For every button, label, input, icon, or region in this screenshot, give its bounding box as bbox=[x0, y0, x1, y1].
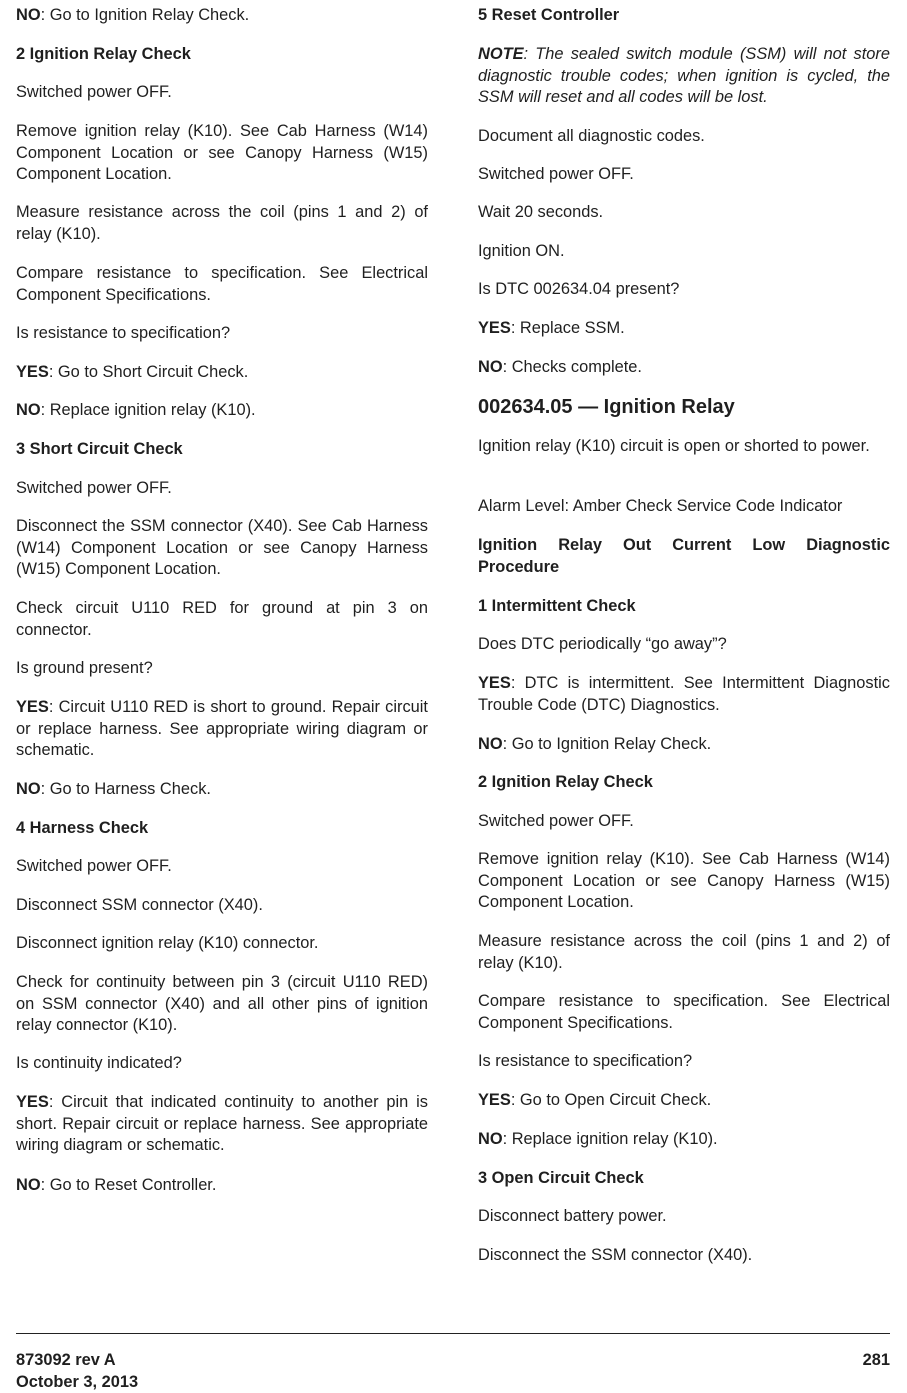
step-heading: 2 Ignition Relay Check bbox=[478, 773, 653, 791]
paragraph: Check for continuity between pin 3 (circuit U110 RED) on SSM connector (X40) and all other pins of ignition relay connector (K10). bbox=[16, 973, 428, 1035]
note: NOTE: The sealed switch module (SSM) will not store diagnostic trouble codes; when ignition is cycled, the SSM will reset and all codes will be lost. bbox=[478, 45, 890, 107]
answer-no: NO: Go to Reset Controller. bbox=[16, 1176, 217, 1194]
paragraph: Switched power OFF. bbox=[16, 857, 172, 875]
answer-yes: YES: DTC is intermittent. See Intermittent Diagnostic Trouble Code (DTC) Diagnostics. bbox=[478, 674, 890, 714]
question: Is continuity indicated? bbox=[16, 1054, 182, 1072]
paragraph: Compare resistance to specification. See Electrical Component Specifications. bbox=[16, 264, 428, 304]
question: Does DTC periodically “go away”? bbox=[478, 635, 727, 653]
step-heading: 3 Open Circuit Check bbox=[478, 1169, 644, 1187]
section-title: 002634.05 — Ignition Relay bbox=[478, 396, 735, 418]
paragraph: Switched power OFF. bbox=[478, 165, 634, 183]
step-heading: 3 Short Circuit Check bbox=[16, 440, 183, 458]
step-heading: 4 Harness Check bbox=[16, 819, 149, 837]
answer-no: NO: Go to Ignition Relay Check. bbox=[16, 6, 250, 24]
question: Is DTC 002634.04 present? bbox=[478, 280, 680, 298]
answer-no: NO: Replace ignition relay (K10). bbox=[478, 1130, 718, 1148]
footer-divider bbox=[16, 1333, 890, 1334]
answer-no: NO: Go to Ignition Relay Check. bbox=[478, 735, 712, 753]
page-number: 281 bbox=[862, 1351, 890, 1369]
answer-yes: YES: Circuit that indicated continuity to another pin is short. Repair circuit or replace harness. See appropriate wiring diagram or schematic. bbox=[16, 1093, 428, 1155]
paragraph: Switched power OFF. bbox=[16, 83, 172, 101]
paragraph: Switched power OFF. bbox=[478, 812, 634, 830]
paragraph: Measure resistance across the coil (pins 1 and 2) of relay (K10). bbox=[478, 932, 890, 972]
question: Is resistance to specification? bbox=[16, 324, 231, 342]
answer-no: NO: Checks complete. bbox=[478, 358, 642, 376]
answer-yes: YES: Go to Open Circuit Check. bbox=[478, 1091, 712, 1109]
document-date: October 3, 2013 bbox=[16, 1373, 139, 1391]
paragraph: Disconnect ignition relay (K10) connector. bbox=[16, 934, 319, 952]
paragraph: Disconnect the SSM connector (X40). bbox=[478, 1246, 753, 1264]
paragraph: Ignition relay (K10) circuit is open or shorted to power. bbox=[478, 437, 870, 455]
answer-yes: YES: Replace SSM. bbox=[478, 319, 625, 337]
answer-no: NO: Replace ignition relay (K10). bbox=[16, 401, 256, 419]
answer-yes: YES: Circuit U110 RED is short to ground. Repair circuit or replace harness. See appropriate wiring diagram or schematic. bbox=[16, 698, 428, 760]
paragraph: Ignition ON. bbox=[478, 242, 565, 260]
question: Is ground present? bbox=[16, 659, 153, 677]
step-heading: 5 Reset Controller bbox=[478, 6, 620, 24]
document-id: 873092 rev A bbox=[16, 1351, 116, 1369]
step-heading: 1 Intermittent Check bbox=[478, 597, 636, 615]
paragraph: Wait 20 seconds. bbox=[478, 203, 604, 221]
step-heading: 2 Ignition Relay Check bbox=[16, 45, 191, 63]
paragraph: Compare resistance to specification. See Electrical Component Specifications. bbox=[478, 992, 890, 1032]
paragraph: Disconnect battery power. bbox=[478, 1207, 667, 1225]
paragraph: Switched power OFF. bbox=[16, 479, 172, 497]
paragraph: Document all diagnostic codes. bbox=[478, 127, 705, 145]
paragraph: Measure resistance across the coil (pins 1 and 2) of relay (K10). bbox=[16, 203, 428, 243]
paragraph: Disconnect SSM connector (X40). bbox=[16, 896, 263, 914]
procedure-heading: Ignition Relay Out Current Low Diagnostic Procedure bbox=[478, 536, 890, 576]
paragraph: Disconnect the SSM connector (X40). See Cab Harness (W14) Component Location or see Canopy Harness (W15) Component Location. bbox=[16, 517, 428, 579]
question: Is resistance to specification? bbox=[478, 1052, 693, 1070]
paragraph: Alarm Level: Amber Check Service Code Indicator bbox=[478, 497, 843, 515]
answer-yes: YES: Go to Short Circuit Check. bbox=[16, 363, 249, 381]
paragraph: Remove ignition relay (K10). See Cab Harness (W14) Component Location or see Canopy Harness (W15) Component Location. bbox=[16, 122, 428, 184]
paragraph: Check circuit U110 RED for ground at pin 3 on connector. bbox=[16, 599, 428, 639]
answer-no: NO: Go to Harness Check. bbox=[16, 780, 211, 798]
paragraph: Remove ignition relay (K10). See Cab Harness (W14) Component Location or see Canopy Harness (W15) Component Location. bbox=[478, 850, 890, 912]
